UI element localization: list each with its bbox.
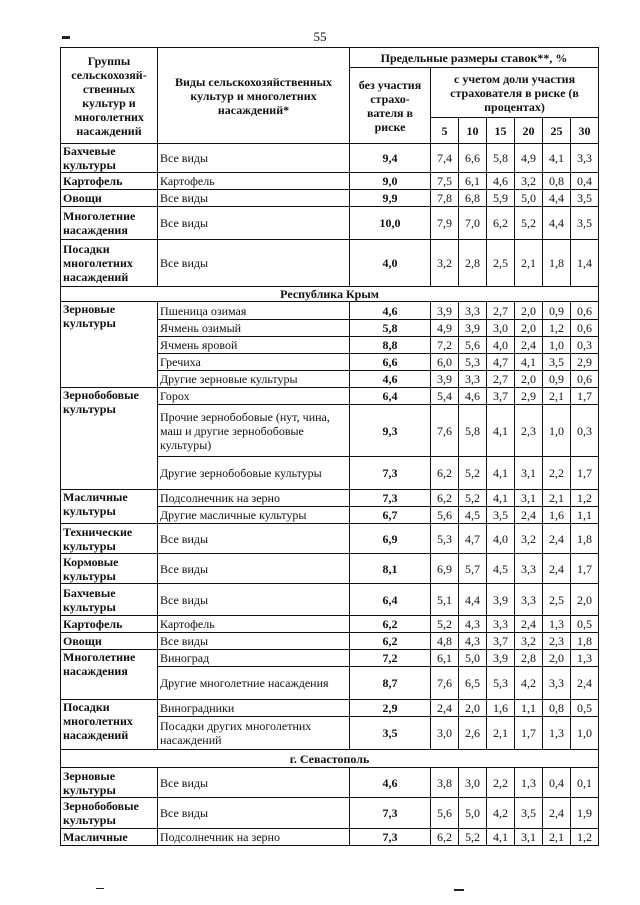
- rate-with-share: 4,3: [459, 633, 487, 650]
- rate-with-share: 2,7: [487, 302, 515, 320]
- rate-with-share: 6,1: [459, 173, 487, 190]
- rate-with-share: 4,1: [487, 490, 515, 507]
- crop-group: Масличные культуры: [61, 490, 158, 524]
- crop-group: Посадки многолетних насаждений: [61, 240, 158, 287]
- rate-with-share: 4,1: [515, 354, 543, 371]
- rate-with-share: 4,9: [515, 144, 543, 173]
- rate-with-share: 0,6: [571, 320, 599, 337]
- crop-group: Овощи: [61, 190, 158, 207]
- crop-kind: Другие зерновые культуры: [158, 371, 350, 388]
- crop-kind: Другие зернобобовые культуры: [158, 457, 350, 490]
- rate-with-share: 3,2: [515, 633, 543, 650]
- header-share: 10: [459, 118, 487, 144]
- table-row: [61, 633, 599, 650]
- rate-with-share: 2,0: [515, 302, 543, 320]
- rate-with-share: 2,4: [431, 700, 459, 717]
- rate-with-share: 5,2: [459, 457, 487, 490]
- rate-with-share: 3,2: [515, 524, 543, 554]
- rate-with-share: 7,0: [459, 207, 487, 240]
- header-share: 5: [431, 118, 459, 144]
- rate-with-share: 2,2: [543, 457, 571, 490]
- table-row: [61, 144, 599, 173]
- crop-kind: Виноград: [158, 650, 350, 667]
- rate-with-share: 1,7: [571, 388, 599, 405]
- rate-without-participation: 4,6: [350, 302, 431, 320]
- rate-with-share: 3,9: [459, 320, 487, 337]
- rate-with-share: 1,3: [571, 650, 599, 667]
- rate-with-share: 5,1: [431, 584, 459, 616]
- rate-with-share: 4,4: [543, 207, 571, 240]
- rate-with-share: 2,5: [543, 584, 571, 616]
- rate-with-share: 3,9: [431, 302, 459, 320]
- rate-with-share: 3,5: [571, 207, 599, 240]
- rate-without-participation: 8,1: [350, 554, 431, 584]
- table-row: [61, 524, 599, 554]
- rate-with-share: 4,2: [487, 798, 515, 829]
- rate-with-share: 6,6: [459, 144, 487, 173]
- rate-with-share: 5,2: [431, 616, 459, 633]
- rate-with-share: 5,4: [431, 388, 459, 405]
- rate-with-share: 1,8: [571, 633, 599, 650]
- region-row: [61, 287, 599, 302]
- rate-with-share: 2,1: [543, 829, 571, 846]
- crop-kind: Все виды: [158, 798, 350, 829]
- rate-with-share: 0,4: [571, 173, 599, 190]
- rate-with-share: 2,9: [515, 388, 543, 405]
- rate-with-share: 5,6: [459, 337, 487, 354]
- crop-group: Овощи: [61, 633, 158, 650]
- crop-kind: Все виды: [158, 190, 350, 207]
- rate-with-share: 4,8: [431, 633, 459, 650]
- rate-with-share: 7,4: [431, 144, 459, 173]
- rate-with-share: 6,1: [431, 650, 459, 667]
- table-row: [61, 650, 599, 667]
- rate-with-share: 2,4: [515, 507, 543, 524]
- table-row: [61, 768, 599, 798]
- rate-with-share: 3,3: [487, 616, 515, 633]
- scan-mark: [62, 36, 70, 39]
- crop-kind: Другие масличные культуры: [158, 507, 350, 524]
- rate-with-share: 2,3: [515, 405, 543, 457]
- crop-kind: Виноградники: [158, 700, 350, 717]
- rate-with-share: 2,6: [459, 717, 487, 750]
- page-number: 55: [313, 29, 327, 44]
- rate-with-share: 2,9: [571, 354, 599, 371]
- rate-with-share: 3,3: [571, 144, 599, 173]
- crop-kind: Другие многолетние насаждения: [158, 667, 350, 700]
- rate-without-participation: 4,6: [350, 371, 431, 388]
- rate-with-share: 3,1: [515, 490, 543, 507]
- table-row: [61, 490, 599, 507]
- rate-without-participation: 8,7: [350, 667, 431, 700]
- crop-kind: Все виды: [158, 768, 350, 798]
- rate-with-share: 2,1: [487, 717, 515, 750]
- header-group: Группы сельскохозяй-ственных культур и многолетних насаждений: [61, 48, 158, 144]
- crop-kind: Подсолнечник на зерно: [158, 490, 350, 507]
- rate-with-share: 6,5: [459, 667, 487, 700]
- rate-with-share: 5,3: [459, 354, 487, 371]
- rate-with-share: 5,0: [459, 798, 487, 829]
- rate-with-share: 2,4: [515, 616, 543, 633]
- crop-kind: Все виды: [158, 554, 350, 584]
- rate-with-share: 1,8: [571, 524, 599, 554]
- rate-with-share: 5,3: [487, 667, 515, 700]
- rate-without-participation: 6,2: [350, 633, 431, 650]
- rate-without-participation: 4,6: [350, 768, 431, 798]
- crop-kind: Ячмень озимый: [158, 320, 350, 337]
- rate-with-share: 5,8: [487, 144, 515, 173]
- rate-with-share: 2,8: [459, 240, 487, 287]
- crop-group: Многолетние насаждения: [61, 207, 158, 240]
- rate-with-share: 7,6: [431, 405, 459, 457]
- rate-with-share: 1,1: [515, 700, 543, 717]
- rate-with-share: 5,9: [487, 190, 515, 207]
- rate-with-share: 6,2: [431, 490, 459, 507]
- rate-without-participation: 5,8: [350, 320, 431, 337]
- crop-kind: Все виды: [158, 633, 350, 650]
- rate-with-share: 6,0: [431, 354, 459, 371]
- rate-with-share: 4,0: [487, 337, 515, 354]
- rate-with-share: 3,9: [487, 584, 515, 616]
- crop-kind: Все виды: [158, 144, 350, 173]
- rate-with-share: 3,1: [515, 829, 543, 846]
- rate-with-share: 5,0: [459, 650, 487, 667]
- rate-with-share: 1,8: [543, 240, 571, 287]
- rate-with-share: 5,2: [459, 829, 487, 846]
- crop-kind: Прочие зернобобовые (нут, чина, маш и другие зернобобовые культуры): [158, 405, 350, 457]
- rate-with-share: 4,3: [459, 616, 487, 633]
- crop-kind: Посадки других многолетних насаждений: [158, 717, 350, 750]
- header-with: с учетом доли участия страхователя в риске (в процентах): [431, 68, 599, 118]
- rate-without-participation: 6,6: [350, 354, 431, 371]
- rate-with-share: 7,8: [431, 190, 459, 207]
- rate-with-share: 0,1: [571, 768, 599, 798]
- header-share: 20: [515, 118, 543, 144]
- region-title: Республика Крым: [61, 287, 599, 302]
- rate-with-share: 1,9: [571, 798, 599, 829]
- rate-with-share: 0,9: [543, 302, 571, 320]
- rate-with-share: 4,1: [487, 405, 515, 457]
- crop-kind: Все виды: [158, 207, 350, 240]
- header-share: 15: [487, 118, 515, 144]
- rate-with-share: 4,0: [487, 524, 515, 554]
- rate-with-share: 2,3: [543, 633, 571, 650]
- rate-with-share: 5,8: [459, 405, 487, 457]
- rate-with-share: 3,2: [431, 240, 459, 287]
- rate-without-participation: 7,3: [350, 457, 431, 490]
- rate-with-share: 5,7: [459, 554, 487, 584]
- rate-without-participation: 6,7: [350, 507, 431, 524]
- rate-with-share: 5,0: [515, 190, 543, 207]
- rate-with-share: 1,3: [543, 717, 571, 750]
- rate-with-share: 2,1: [543, 490, 571, 507]
- table-row: [61, 173, 599, 190]
- rate-with-share: 3,5: [515, 798, 543, 829]
- crop-group: Технические культуры: [61, 524, 158, 554]
- rate-with-share: 7,6: [431, 667, 459, 700]
- rate-with-share: 3,8: [431, 768, 459, 798]
- crop-group: Бахчевые культуры: [61, 584, 158, 616]
- rate-without-participation: 7,2: [350, 650, 431, 667]
- rate-without-participation: 2,9: [350, 700, 431, 717]
- header-limits: Предельные размеры ставок**, %: [350, 48, 599, 68]
- rate-with-share: 5,2: [459, 490, 487, 507]
- crop-kind: Ячмень яровой: [158, 337, 350, 354]
- rate-with-share: 2,4: [543, 798, 571, 829]
- rate-with-share: 4,6: [459, 388, 487, 405]
- rate-with-share: 2,5: [487, 240, 515, 287]
- rate-with-share: 3,7: [487, 633, 515, 650]
- rate-with-share: 3,5: [571, 190, 599, 207]
- table-row: [61, 616, 599, 633]
- rate-with-share: 4,1: [487, 829, 515, 846]
- table-row: [61, 584, 599, 616]
- rate-with-share: 1,6: [487, 700, 515, 717]
- rate-with-share: 4,1: [487, 457, 515, 490]
- rate-with-share: 5,6: [431, 798, 459, 829]
- rate-with-share: 2,0: [459, 700, 487, 717]
- rate-with-share: 3,3: [515, 584, 543, 616]
- crop-group: Зерновые культуры: [61, 768, 158, 798]
- table-row: [61, 798, 599, 829]
- rate-with-share: 0,6: [571, 302, 599, 320]
- crop-kind: Все виды: [158, 240, 350, 287]
- rate-with-share: 4,5: [459, 507, 487, 524]
- rate-with-share: 2,4: [515, 337, 543, 354]
- rate-with-share: 4,7: [459, 524, 487, 554]
- rate-with-share: 4,4: [459, 584, 487, 616]
- rate-with-share: 4,7: [487, 354, 515, 371]
- crop-kind: Картофель: [158, 616, 350, 633]
- rate-with-share: 5,2: [515, 207, 543, 240]
- crop-group: Масличные: [61, 829, 158, 846]
- crop-kind: Подсолнечник на зерно: [158, 829, 350, 846]
- rate-with-share: 2,4: [543, 554, 571, 584]
- rate-with-share: 3,9: [487, 650, 515, 667]
- rate-with-share: 7,5: [431, 173, 459, 190]
- rate-without-participation: 6,4: [350, 388, 431, 405]
- crop-group: Картофель: [61, 616, 158, 633]
- rate-with-share: 2,4: [543, 524, 571, 554]
- rate-without-participation: 7,3: [350, 798, 431, 829]
- rate-with-share: 0,6: [571, 371, 599, 388]
- rate-with-share: 4,5: [487, 554, 515, 584]
- rate-with-share: 1,2: [543, 320, 571, 337]
- crop-group: Многолетние насаждения: [61, 650, 158, 700]
- rate-with-share: 1,0: [543, 337, 571, 354]
- crop-kind: Пшеница озимая: [158, 302, 350, 320]
- rate-with-share: 1,7: [515, 717, 543, 750]
- rate-without-participation: 6,2: [350, 616, 431, 633]
- rate-with-share: 0,4: [543, 768, 571, 798]
- crop-kind: Гречиха: [158, 354, 350, 371]
- rate-with-share: 3,9: [431, 371, 459, 388]
- rate-with-share: 1,6: [543, 507, 571, 524]
- rate-without-participation: 9,4: [350, 144, 431, 173]
- crop-kind: Все виды: [158, 524, 350, 554]
- rate-with-share: 3,1: [515, 457, 543, 490]
- rate-with-share: 2,8: [515, 650, 543, 667]
- rate-with-share: 3,0: [431, 717, 459, 750]
- rate-with-share: 1,2: [571, 829, 599, 846]
- header-kind: Виды сельскохозяйственных культур и многолетних насаждений*: [158, 48, 350, 144]
- rate-with-share: 2,0: [543, 650, 571, 667]
- rate-without-participation: 3,5: [350, 717, 431, 750]
- table-row: [61, 388, 599, 405]
- rate-with-share: 3,7: [487, 388, 515, 405]
- scan-mark: [96, 888, 104, 889]
- rate-with-share: 2,0: [571, 584, 599, 616]
- header-share: 25: [543, 118, 571, 144]
- rate-with-share: 0,3: [571, 405, 599, 457]
- rate-with-share: 0,3: [571, 337, 599, 354]
- rate-with-share: 2,1: [515, 240, 543, 287]
- rate-with-share: 2,1: [543, 388, 571, 405]
- rate-with-share: 3,5: [487, 507, 515, 524]
- rate-with-share: 6,8: [459, 190, 487, 207]
- rate-with-share: 3,3: [515, 554, 543, 584]
- rate-with-share: 1,2: [571, 490, 599, 507]
- rate-with-share: 0,8: [543, 700, 571, 717]
- rate-with-share: 2,0: [515, 371, 543, 388]
- region-title: г. Севастополь: [61, 750, 599, 768]
- rate-with-share: 3,3: [543, 667, 571, 700]
- rate-with-share: 2,7: [487, 371, 515, 388]
- rate-with-share: 2,4: [571, 667, 599, 700]
- rate-without-participation: 8,8: [350, 337, 431, 354]
- crop-group: Кормовые культуры: [61, 554, 158, 584]
- rate-with-share: 3,5: [543, 354, 571, 371]
- rate-with-share: 4,2: [515, 667, 543, 700]
- rate-with-share: 7,9: [431, 207, 459, 240]
- crop-kind: Все виды: [158, 584, 350, 616]
- table-row: [61, 700, 599, 717]
- rate-without-participation: 6,9: [350, 524, 431, 554]
- rate-with-share: 3,3: [459, 371, 487, 388]
- crop-kind: Картофель: [158, 173, 350, 190]
- rate-with-share: 4,1: [543, 144, 571, 173]
- rate-with-share: 1,3: [543, 616, 571, 633]
- table-row: [61, 207, 599, 240]
- rate-with-share: 1,1: [571, 507, 599, 524]
- rate-with-share: 1,4: [571, 240, 599, 287]
- rate-with-share: 3,0: [487, 320, 515, 337]
- rate-with-share: 1,0: [543, 405, 571, 457]
- rate-without-participation: 7,3: [350, 829, 431, 846]
- rate-with-share: 2,0: [515, 320, 543, 337]
- region-row: [61, 750, 599, 768]
- rates-table: [60, 47, 599, 846]
- rate-without-participation: 9,9: [350, 190, 431, 207]
- rate-with-share: 3,3: [459, 302, 487, 320]
- rate-without-participation: 10,0: [350, 207, 431, 240]
- table-row: [61, 240, 599, 287]
- rate-with-share: 6,2: [431, 457, 459, 490]
- rate-with-share: 3,0: [459, 768, 487, 798]
- rate-with-share: 1,7: [571, 554, 599, 584]
- table-row: [61, 302, 599, 320]
- rate-with-share: 5,3: [431, 524, 459, 554]
- rate-with-share: 2,2: [487, 768, 515, 798]
- rate-with-share: 7,2: [431, 337, 459, 354]
- table-row: [61, 554, 599, 584]
- crop-kind: Горох: [158, 388, 350, 405]
- crop-group: Посадки многолетних насаждений: [61, 700, 158, 750]
- header-without: без участия страхо-вателя в риске: [350, 68, 431, 144]
- rate-with-share: 1,0: [571, 717, 599, 750]
- rate-with-share: 4,4: [543, 190, 571, 207]
- rate-without-participation: 4,0: [350, 240, 431, 287]
- rate-without-participation: 9,3: [350, 405, 431, 457]
- header-share: 30: [571, 118, 599, 144]
- rate-with-share: 4,9: [431, 320, 459, 337]
- rate-with-share: 4,6: [487, 173, 515, 190]
- rate-with-share: 1,7: [571, 457, 599, 490]
- rate-without-participation: 6,4: [350, 584, 431, 616]
- table-row: [61, 190, 599, 207]
- rate-with-share: 0,5: [571, 616, 599, 633]
- crop-group: Зернобобовые культуры: [61, 798, 158, 829]
- crop-group: Зернобобовые культуры: [61, 388, 158, 490]
- rate-without-participation: 7,3: [350, 490, 431, 507]
- rate-with-share: 6,2: [487, 207, 515, 240]
- crop-group: Зерновые культуры: [61, 302, 158, 388]
- rate-with-share: 3,2: [515, 173, 543, 190]
- rate-with-share: 0,5: [571, 700, 599, 717]
- crop-group: Бахчевые культуры: [61, 144, 158, 173]
- table-row: [61, 829, 599, 846]
- rate-with-share: 1,3: [515, 768, 543, 798]
- rate-with-share: 0,8: [543, 173, 571, 190]
- rate-with-share: 6,2: [431, 829, 459, 846]
- crop-group: Картофель: [61, 173, 158, 190]
- rate-without-participation: 9,0: [350, 173, 431, 190]
- rate-with-share: 6,9: [431, 554, 459, 584]
- rate-with-share: 0,9: [543, 371, 571, 388]
- rate-with-share: 5,6: [431, 507, 459, 524]
- scan-mark: [454, 889, 464, 891]
